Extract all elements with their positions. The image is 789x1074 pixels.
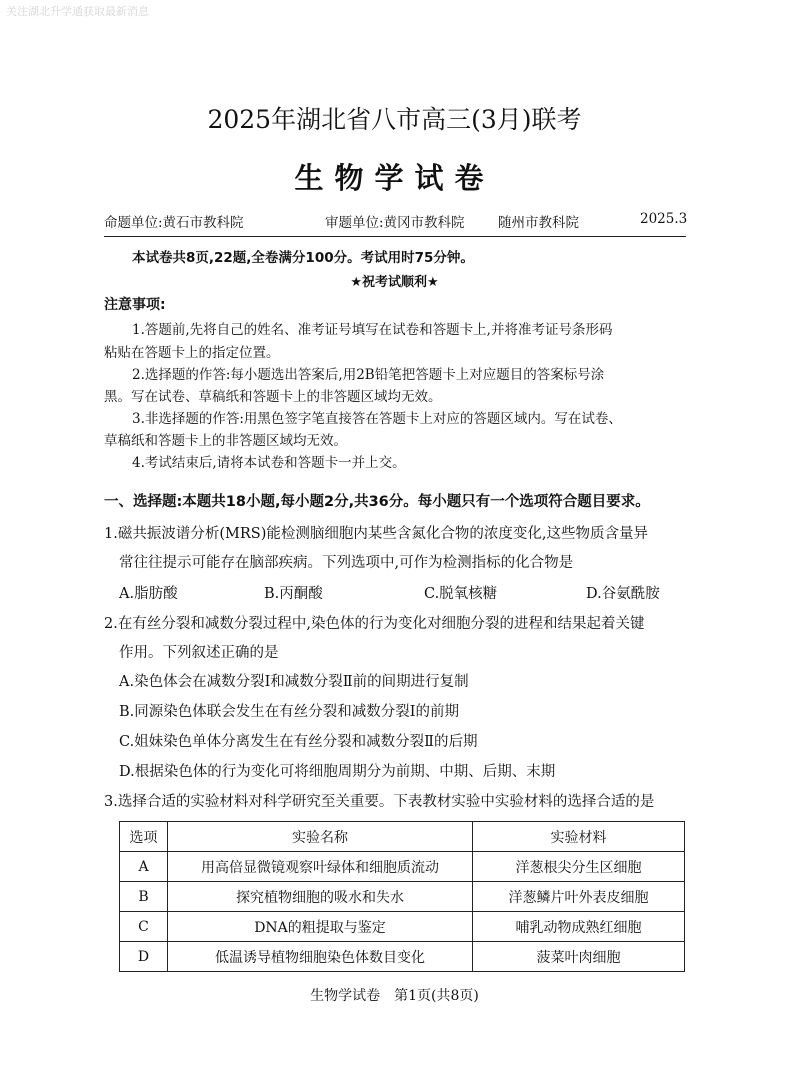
table-cell: 哺乳动物成熟红细胞 [473, 912, 685, 942]
exam-subject: 生物学试卷 [294, 161, 495, 195]
question-1-option-c: C.脱氧核糖 [424, 586, 498, 602]
proposer-unit: 命题单位:黄石市教科院 [104, 215, 244, 231]
notice-line: 2.选择题的作答:每小题选出答案后,用2B铅笔把答题卡上对应题目的答案标号涂 [132, 367, 605, 383]
question-2-stem-cont: 作用。下列叙述正确的是 [119, 645, 279, 661]
question-2-option-c: C.姐妹染色单体分离发生在有丝分裂和减数分裂Ⅱ的后期 [119, 734, 478, 750]
section-heading: 一、选择题:本题共18小题,每小题2分,共36分。每小题只有一个选项符合题目要求。 [104, 494, 650, 510]
notice-heading: 注意事项: [104, 297, 166, 313]
table-cell: C [120, 912, 168, 942]
table-header-cell: 实验名称 [168, 822, 473, 852]
question-1-stem: 1.磁共振波谱分析(MRS)能检测脑细胞内某些含氮化合物的浓度变化,这些物质含量异 [104, 526, 648, 542]
question-1-option-d: D.谷氨酰胺 [586, 586, 660, 602]
table-row [120, 912, 685, 942]
table-cell: B [120, 882, 168, 912]
watermark: 关注湖北升学通获取最新消息 [6, 5, 149, 18]
reviewer-unit: 审题单位:黄冈市教科院 [325, 215, 465, 231]
notice-line: 草稿纸和答题卡上的非答题区域均无效。 [104, 433, 347, 449]
notice-line: 3.非选择题的作答:用黑色签字笔直接答在答题卡上对应的答题区域内。写在试卷、 [132, 411, 622, 427]
table-header-cell: 选项 [120, 822, 168, 852]
reviewer-unit-2: 随州市教科院 [498, 215, 579, 231]
question-1-option-b: B.丙酮酸 [264, 586, 323, 602]
table-row [120, 882, 685, 912]
table-cell: 低温诱导植物细胞染色体数目变化 [168, 942, 473, 972]
exam-summary: 本试卷共8页,22题,全卷满分100分。考试用时75分钟。 [132, 250, 474, 266]
exam-title: 2025年湖北省八市高三(3月)联考 [207, 105, 582, 134]
table-cell: 菠菜叶肉细胞 [473, 942, 685, 972]
notice-line: 4.考试结束后,请将本试卷和答题卡一并上交。 [132, 455, 406, 471]
table-header-cell: 实验材料 [473, 822, 685, 852]
page-footer: 生物学试卷 第1页(共8页) [310, 988, 479, 1004]
table-cell: 洋葱鳞片叶外表皮细胞 [473, 882, 685, 912]
exam-date: 2025.3 [640, 211, 688, 227]
experiment-table [119, 821, 685, 972]
table-cell: 用高倍显微镜观察叶绿体和细胞质流动 [168, 852, 473, 882]
notice-line: 粘贴在答题卡上的指定位置。 [104, 345, 280, 361]
question-2-option-b: B.同源染色体联会发生在有丝分裂和减数分裂Ⅰ的前期 [119, 704, 459, 720]
table-header-row [120, 822, 685, 852]
question-3-stem: 3.选择合适的实验材料对科学研究至关重要。下表教材实验中实验材料的选择合适的是 [104, 794, 655, 810]
question-2-option-a: A.染色体会在减数分裂Ⅰ和减数分裂Ⅱ前的间期进行复制 [119, 674, 469, 690]
good-luck-line: ★祝考试顺利★ [350, 275, 439, 290]
table-cell: D [120, 942, 168, 972]
question-2-option-d: D.根据染色体的行为变化可将细胞周期分为前期、中期、后期、末期 [119, 764, 556, 780]
table-cell: A [120, 852, 168, 882]
notice-line: 黑。写在试卷、草稿纸和答题卡上的非答题区域均无效。 [104, 389, 442, 405]
table-cell: DNA的粗提取与鉴定 [168, 912, 473, 942]
question-2-stem: 2.在有丝分裂和减数分裂过程中,染色体的行为变化对细胞分裂的进程和结果起着关键 [104, 616, 645, 632]
table-row [120, 942, 685, 972]
table-cell: 探究植物细胞的吸水和失水 [168, 882, 473, 912]
header-divider [104, 236, 686, 237]
question-1-stem-cont: 常往往提示可能存在脑部疾病。下列选项中,可作为检测指标的化合物是 [119, 555, 574, 571]
table-cell: 洋葱根尖分生区细胞 [473, 852, 685, 882]
question-1-option-a: A.脂肪酸 [119, 586, 178, 602]
notice-line: 1.答题前,先将自己的姓名、准考证号填写在试卷和答题卡上,并将准考证号条形码 [132, 322, 613, 338]
table-row [120, 852, 685, 882]
